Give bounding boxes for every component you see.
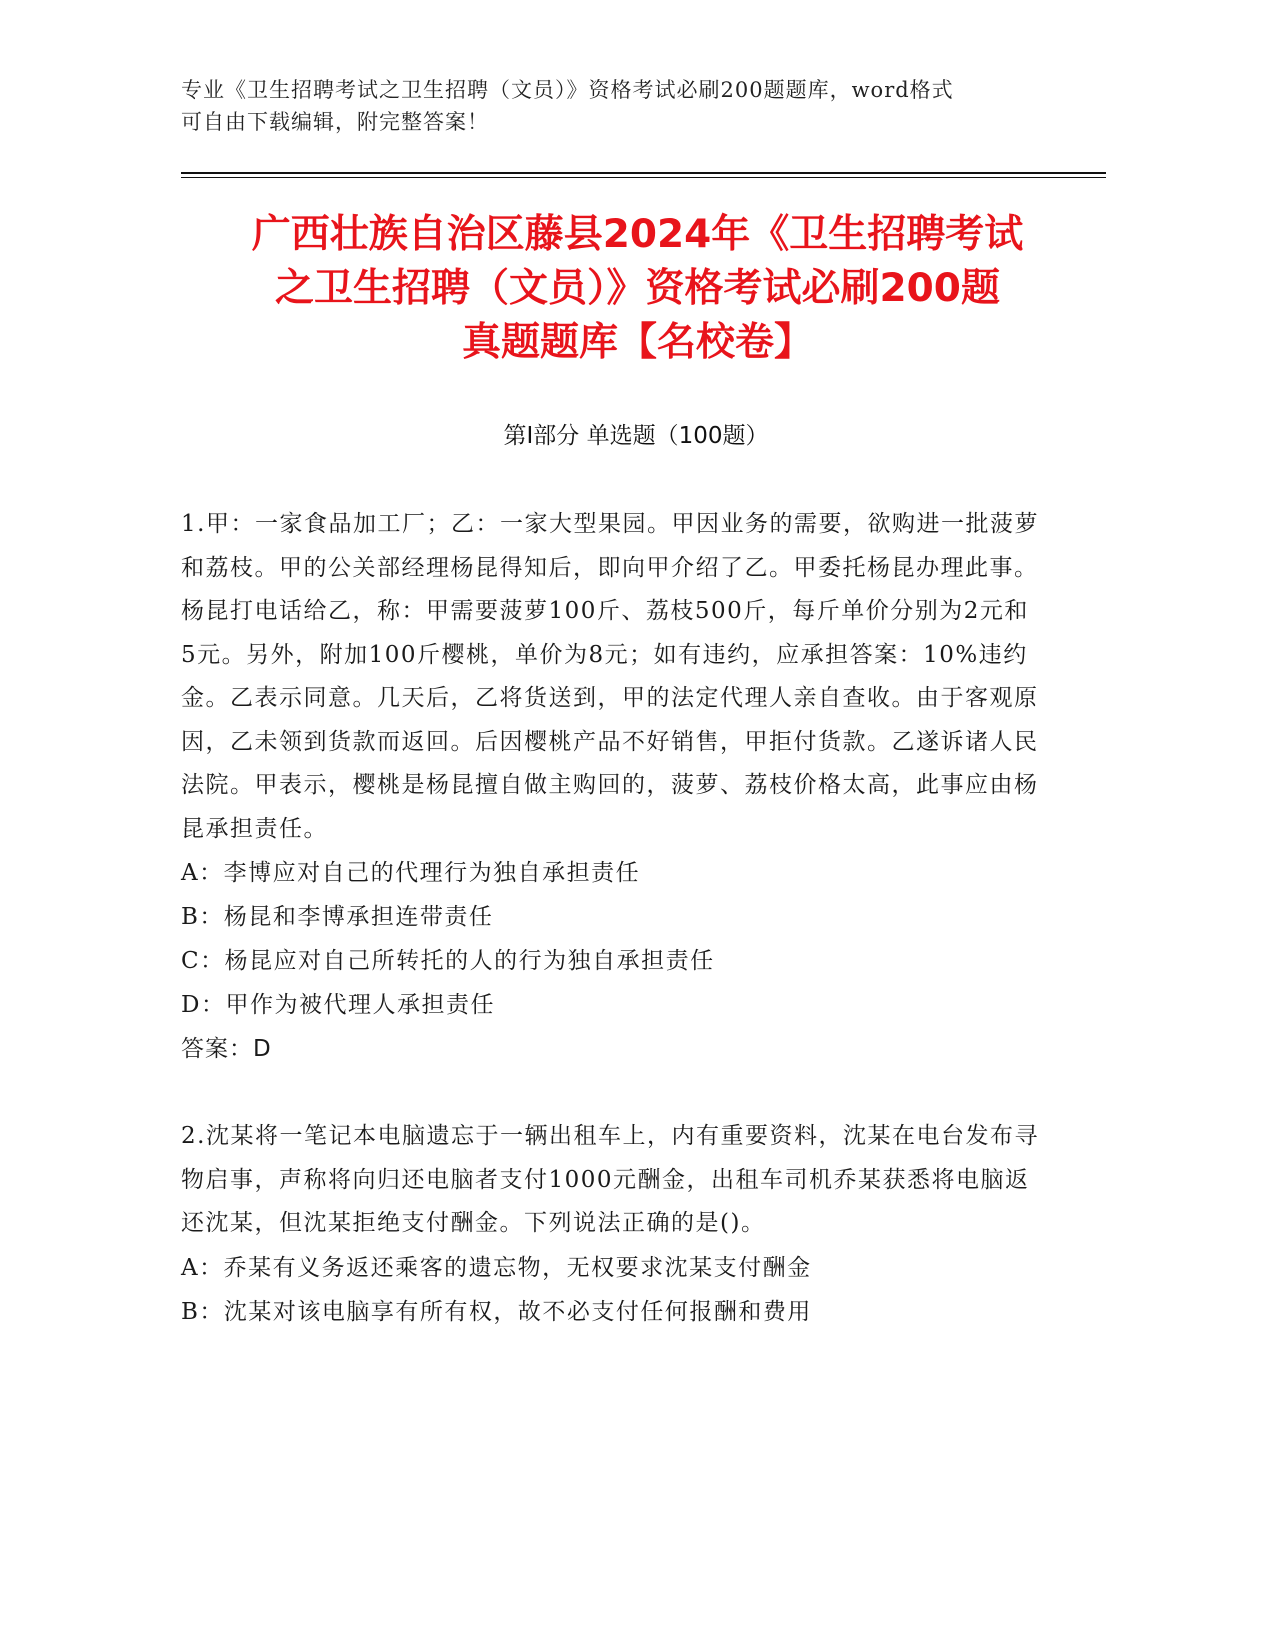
- question-stem: 1.甲：一家食品加工厂；乙：一家大型果园。甲因业务的需要，欲购进一批菠萝和荔枝。甲的公关部经理杨昆得知后，即向甲介绍了乙。甲委托杨昆办理此事。杨昆打电话给乙，称：甲需要菠萝100斤、荔枝500斤，每斤单价分别为2元和5元。另外，附加100斤樱桃，单价为8元；如有违约，应承担答案：10%违约金。乙表示同意。几天后，乙将货送到，甲的法定代理人亲自查收。由于客观原因，乙未领到货款而返回。后因樱桃产品不好销售，甲拒付货款。乙遂诉诸人民法院。甲表示，樱桃是杨昆擅自做主购回的，菠萝、荔枝价格太高，此事应由杨昆承担责任。: [181, 511, 1039, 842]
- option-a: A：李博应对自己的代理行为独自承担责任: [181, 860, 641, 886]
- header-note-line-2: 可自由下载编辑，附完整答案！: [181, 110, 489, 134]
- question-stem: 2.沈某将一笔记本电脑遗忘于一辆出租车上，内有重要资料，沈某在电台发布寻物启事，声称将向归还电脑者支付1000元酬金，出租车司机乔某获悉将电脑返还沈某，但沈某拒绝支付酬金。下列说法正确的是()。: [181, 1123, 1039, 1236]
- header-divider-thin: [181, 177, 1106, 178]
- option-b: B：杨昆和李博承担连带责任: [181, 904, 494, 930]
- title-line-2: 之卫生招聘（文员）》资格考试必刷200题: [275, 266, 1000, 311]
- document-title: [160, 208, 1115, 370]
- question-spacer: [181, 1071, 1041, 1115]
- header-note-line-1: 专业《卫生招聘考试之卫生招聘（文员）》资格考试必刷200题题库，word格式: [181, 78, 954, 102]
- title-line-3: 真题题库【名校卷】: [461, 320, 813, 365]
- header-note: [181, 74, 1061, 138]
- header-divider-thick: [181, 172, 1106, 174]
- section-heading: 第Ⅰ部分 单选题（100题）: [503, 423, 769, 449]
- title-line-1: 广西壮族自治区藤县2024年《卫生招聘考试: [251, 212, 1024, 257]
- option-b: B：沈某对该电脑享有所有权，故不必支付任何报酬和费用: [181, 1298, 812, 1325]
- question-list: [181, 503, 1041, 1334]
- answer-line: 答案：D: [181, 1036, 272, 1062]
- question-item: [181, 503, 1041, 1071]
- option-c: C：杨昆应对自己所转托的人的行为独自承担责任: [181, 948, 715, 974]
- question-item: [181, 1115, 1041, 1334]
- option-a: A：乔某有义务返还乘客的遗忘物，无权要求沈某支付酬金: [181, 1254, 812, 1281]
- option-d: D：甲作为被代理人承担责任: [181, 992, 495, 1018]
